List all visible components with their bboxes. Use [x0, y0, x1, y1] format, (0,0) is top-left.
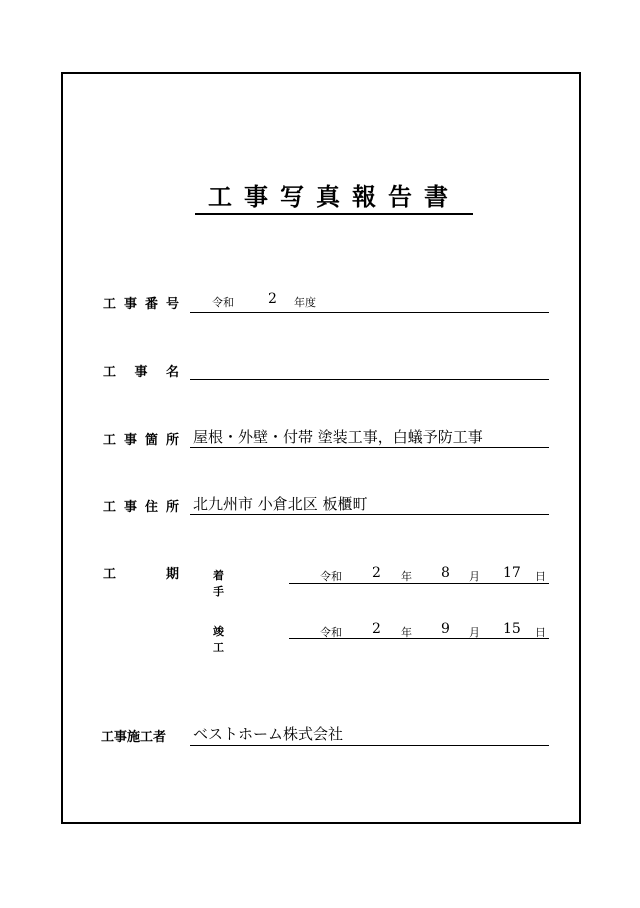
end-line	[289, 638, 549, 639]
start-day-unit: 日	[535, 570, 546, 583]
name-line	[190, 379, 549, 380]
location-line	[190, 447, 549, 448]
label-period: 工 期	[103, 567, 179, 582]
end-day: 15	[503, 621, 521, 637]
start-label: 着手	[213, 569, 260, 598]
end-era: 令和	[320, 626, 342, 639]
start-year: 2	[372, 565, 381, 581]
document-title: 工事写真報告書	[195, 183, 473, 215]
end-label: 竣工	[213, 625, 260, 654]
start-month-unit: 月	[469, 570, 480, 583]
number-line	[190, 312, 549, 313]
number-year: 2	[268, 291, 277, 307]
start-month: 8	[441, 565, 450, 581]
end-year: 2	[372, 621, 381, 637]
end-day-unit: 日	[535, 626, 546, 639]
start-day: 17	[503, 565, 521, 581]
contractor-value: ベストホーム株式会社	[193, 725, 344, 743]
label-location: 工 事 箇 所	[103, 433, 179, 448]
end-month-unit: 月	[469, 626, 480, 639]
label-number: 工 事 番 号	[103, 297, 179, 312]
location-value: 屋根・外壁・付帯 塗装工事，白蟻予防工事	[193, 428, 483, 446]
contractor-line	[190, 745, 549, 746]
label-name: 工 事 名	[103, 365, 179, 380]
start-line	[289, 583, 549, 584]
address-value: 北九州市 小倉北区 板櫃町	[193, 495, 368, 513]
start-year-unit: 年	[401, 570, 412, 583]
start-era: 令和	[320, 570, 342, 583]
end-month: 9	[441, 621, 450, 637]
number-suffix: 年度	[294, 296, 316, 309]
label-contractor: 工事施工者	[101, 730, 167, 745]
address-line	[190, 514, 549, 515]
end-year-unit: 年	[401, 626, 412, 639]
number-era: 令和	[212, 296, 234, 309]
label-address: 工 事 住 所	[103, 500, 179, 515]
